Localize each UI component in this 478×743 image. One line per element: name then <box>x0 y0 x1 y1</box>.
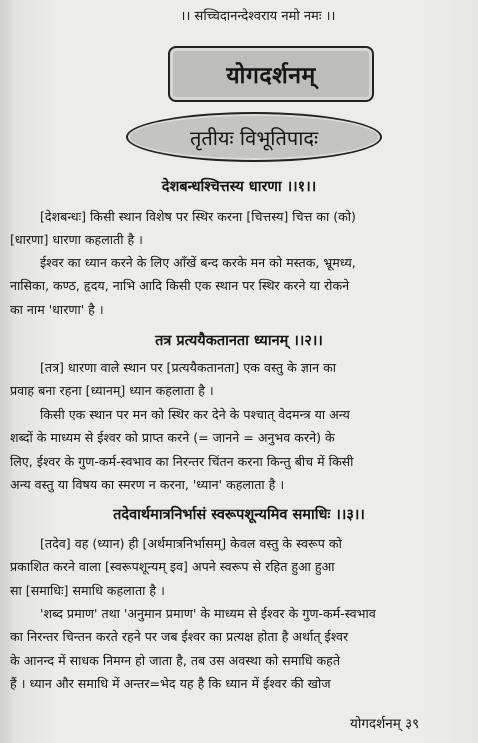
text-line: हैं । ध्यान और समाधि में अन्तर=भेद यह है कि ध्यान में ईश्वर की खोज <box>10 675 331 691</box>
book-title: योगदर्शनम् <box>226 63 316 89</box>
text-line: नासिका, कण्ठ, हृदय, नाभि आदि किसी एक स्थान पर स्थिर करने या रोकने <box>10 278 350 294</box>
invocation: ।। सच्चिदानन्देश्वराय नमो नमः ।। <box>180 9 336 24</box>
text-line: [देशबन्धः] किसी स्थान विशेष पर स्थिर करना [चित्तस्य] चित्त का (को) <box>40 209 356 224</box>
text-line: के आनन्द में साधक निमग्न हो जाता है, तब उस अवस्था को समाधि कहते <box>10 652 341 668</box>
text-line: [धारणा] धारणा कहलाती है । <box>10 232 143 248</box>
text-line: ईश्वर का ध्यान करने के लिए आँखें बन्द करके मन को मस्तक, भ्रूमध्य, <box>40 255 356 270</box>
text-line: का नाम 'धारणा' है । <box>10 301 104 317</box>
page-footer: योगदर्शनम् ३९ <box>350 716 420 732</box>
book-title-box <box>168 46 374 102</box>
paragraph-2 <box>10 251 468 321</box>
sutra-1: देशबन्धश्चित्तस्य धारणा ।।१।। <box>161 179 317 195</box>
text-line: अन्य वस्तु या विषय का स्मरण न करना, 'ध्यान' कहलाता है । <box>10 476 285 492</box>
text-line: [तदेव] वह (ध्यान) ही [अर्थमात्रनिर्भासम्] केवल वस्तु के स्वरूप को <box>40 536 342 551</box>
paragraph-4 <box>10 403 468 496</box>
text-line: का निरन्तर चिन्तन करते रहने पर जब ईश्वर का प्रत्यक्ष होता है अर्थात् ईश्वर <box>10 629 349 645</box>
text-line: शब्दों के माध्यम से ईश्वर को प्राप्त करने (= जानने = अनुभव करने) के <box>10 430 335 446</box>
text-line: सा [समाधिः] समाधि कहलाता है । <box>10 582 165 598</box>
text-line: 'शब्द प्रमाण' तथा 'अनुमान प्रमाण' के माध्यम से ईश्वर के गुण-कर्म-स्वभाव <box>40 606 376 621</box>
chapter-title-ellipse <box>126 112 382 162</box>
paragraph-1 <box>10 205 468 252</box>
sutra-3: तदेवार्थमात्रनिर्भासं स्वरूपशून्यमिव समाधिः ।।३।। <box>113 507 365 523</box>
text-line: प्रवाह बना रहना [ध्यानम्] ध्यान कहलाता है । <box>10 383 214 399</box>
text-line: प्रकाशित करने वाला [स्वरूपशून्यम् इव] अपने स्वरूप से रहित हुआ हुआ <box>10 559 335 575</box>
text-line: किसी एक स्थान पर मन को स्थिर कर देने के पश्चात् वेदमन्त्र या अन्य <box>40 407 350 422</box>
text-line: लिए, ईश्वर के गुण-कर्म-स्वभाव का निरन्तर चिंतन करना किन्तु बीच में किसी <box>10 453 354 469</box>
paragraph-6 <box>10 602 468 695</box>
text-line: [तत्र] धारणा वाले स्थान पर [प्रत्ययैकतानता] एक वस्तु के ज्ञान का <box>40 360 337 375</box>
paragraph-5 <box>10 532 468 602</box>
paragraph-3 <box>10 356 468 403</box>
chapter-title: तृतीयः विभूतिपादः <box>189 125 319 150</box>
sutra-2: तत्र प्रत्ययैकतानता ध्यानम् ।।२।। <box>155 333 323 349</box>
